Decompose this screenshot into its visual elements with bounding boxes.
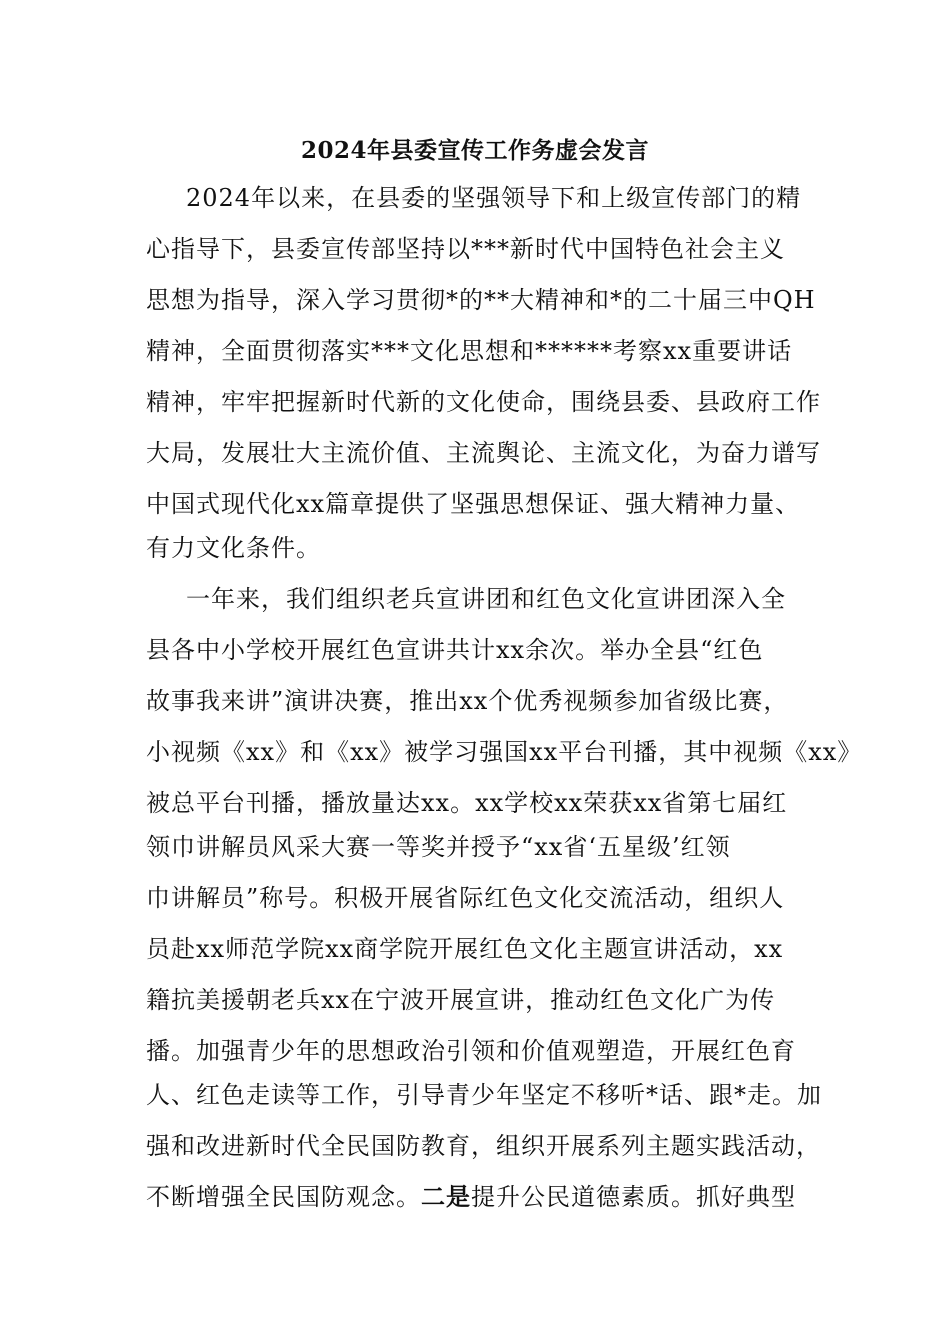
text-line: 精神，全面贯彻落实***文化思想和******考察xx重要讲话: [146, 337, 793, 365]
text-line: 大局，发展壮大主流价值、主流舆论、主流文化，为奋力谱写: [146, 439, 821, 467]
text-line: 播。加强青少年的思想政治引领和价值观塑造，开展红色育: [146, 1037, 796, 1065]
text-line: 强和改进新时代全民国防教育，组织开展系列主题实践活动，: [146, 1132, 821, 1160]
text-line: 有力文化条件。: [146, 534, 321, 562]
text-line: 巾讲解员”称号。积极开展省际红色文化交流活动，组织人: [146, 884, 785, 912]
text-line: 籍抗美援朝老兵xx在宁波开展宣讲，推动红色文化广为传: [146, 986, 776, 1014]
text-line: 一年来，我们组织老兵宣讲团和红色文化宣讲团深入全: [186, 585, 786, 613]
text-line-last: [146, 1180, 816, 1214]
text-run: 提升公民道德素质。抓好典型: [471, 1183, 796, 1211]
document-title: 2024年县委宣传工作务虚会发言: [300, 137, 649, 164]
text-line: 2024年以来，在县委的坚强领导下和上级宣传部门的精: [186, 184, 802, 212]
text-line: 思想为指导，深入学习贯彻*的**大精神和*的二十届三中QH: [146, 286, 816, 314]
text-line: 员赴xx师范学院xx商学院开展红色文化主题宣讲活动，xx: [146, 935, 784, 963]
text-line: 故事我来讲”演讲决赛，推出xx个优秀视频参加省级比赛，: [146, 687, 789, 715]
text-line: 精神，牢牢把握新时代新的文化使命，围绕县委、县政府工作: [146, 388, 821, 416]
text-line: 小视频《xx》和《xx》被学习强国xx平台刊播，其中视频《xx》: [146, 738, 863, 766]
text-line: 心指导下，县委宣传部坚持以***新时代中国特色社会主义: [146, 235, 785, 263]
text-run: 不断增强全民国防观念。: [146, 1183, 421, 1211]
text-line: 领巾讲解员风采大赛一等奖并授予“xx省‘五星级’红领: [146, 833, 731, 861]
text-line: 中国式现代化xx篇章提供了坚强思想保证、强大精神力量、: [146, 490, 801, 518]
text-line: 被总平台刊播，播放量达xx。xx学校xx荣获xx省第七届红: [146, 789, 788, 817]
text-line: 县各中小学校开展红色宣讲共计xx余次。举办全县“红色: [146, 636, 764, 664]
text-line: 人、红色走读等工作，引导青少年坚定不移听*话、跟*走。加: [146, 1081, 822, 1109]
bold-heading-marker: 二是: [421, 1182, 471, 1211]
